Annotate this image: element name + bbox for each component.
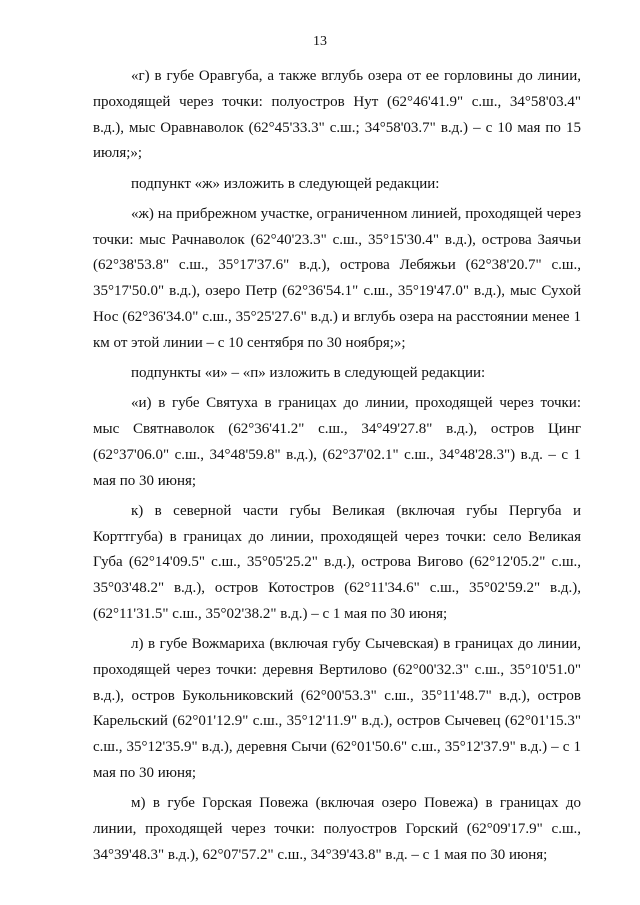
paragraph-g: «г) в губе Оравгуба, а также вглубь озера от ее горловины до линии, проходящей через точки: полуостров Нут (62°46'41.9" с.ш., 34°58'03.4" в.д.), мыс Оравнаволок (62°45'33.3" с.ш.; 34°58'03.7" в.д.) – с 10 мая по 15 июля;»; [93,68,581,162]
paragraph-i: «и) в губе Святуха в границах до линии, проходящей через точки: мыс Святнаволок (62°36'41.2" с.ш., 34°49'27.8" в.д.), остров Цинг (62°37'06.0" с.ш., 34°48'59.8" в.д.), (62°37'02.1" с.ш., 34°48'28.3") в.д. – с 1 мая по 30 июня; [93,395,581,489]
paragraph-k: к) в северной части губы Великая (включая губы Пергуба и Корттгуба) в границах до линии, проходящей через точки: село Великая Губа (62°14'09.5" с.ш., 35°05'25.2" в.д.), острова Вигово (62°12'05.2" с.ш., 35°03'48.2" в.д.), остров Котостров (62°11'34.6" с.ш., 35°02'59.2" в.д.), (62°11'31.5" с.ш., 35°02'38.2" в.д.) – с 1 мая по 30 июня; [93,502,581,622]
document-body [93,64,581,873]
paragraph-instruction-i-p: подпункты «и» – «п» изложить в следующей редакции: [131,364,486,381]
paragraph-instruction-zh: подпункт «ж» изложить в следующей редакции: [131,175,440,192]
page-number: 13 [313,34,327,49]
paragraph-l: л) в губе Вожмариха (включая губу Сычевская) в границах до линии, проходящей через точки: деревня Вертилово (62°00'32.3" с.ш., 35°10'51.0" в.д.), остров Букольниковский (62°00'53.3" с.ш., 35°11'48.7" в.д.), остров Карельский (62°01'12.9" с.ш., 35°12'11.9" в.д.), остров Сычевец (62°01'15.3" с.ш., 35°12'35.9" в.д.), деревня Сычи (62°01'50.6" с.ш., 35°12'37.9" в.д.) – с 1 мая по 30 июня; [93,636,581,782]
paragraph-m: м) в губе Горская Повежа (включая озеро Повежа) в границах до линии, проходящей через точки: полуостров Горский (62°09'17.9" с.ш., 34°39'48.3" в.д.), 62°07'57.2" с.ш., 34°39'43.8" в.д. – с 1 мая по 30 июня; [93,795,581,863]
paragraph-zh: «ж) на прибрежном участке, ограниченном линией, проходящей через точки: мыс Рачнаволок (62°40'23.3" с.ш., 35°15'30.4" в.д.), острова Заячьи (62°38'53.8" с.ш., 35°17'37.6" в.д.), острова Лебяжьи (62°38'20.7" с.ш., 35°17'50.0" в.д.), озеро Петр (62°36'54.1" с.ш., 35°19'47.0" в.д.), мыс Сухой Нос (62°36'34.0" с.ш., 35°25'27.6" в.д.) и вглубь озера на расстоянии менее 1 км от этой линии – с 10 сентября по 30 ноября;»; [93,205,581,351]
